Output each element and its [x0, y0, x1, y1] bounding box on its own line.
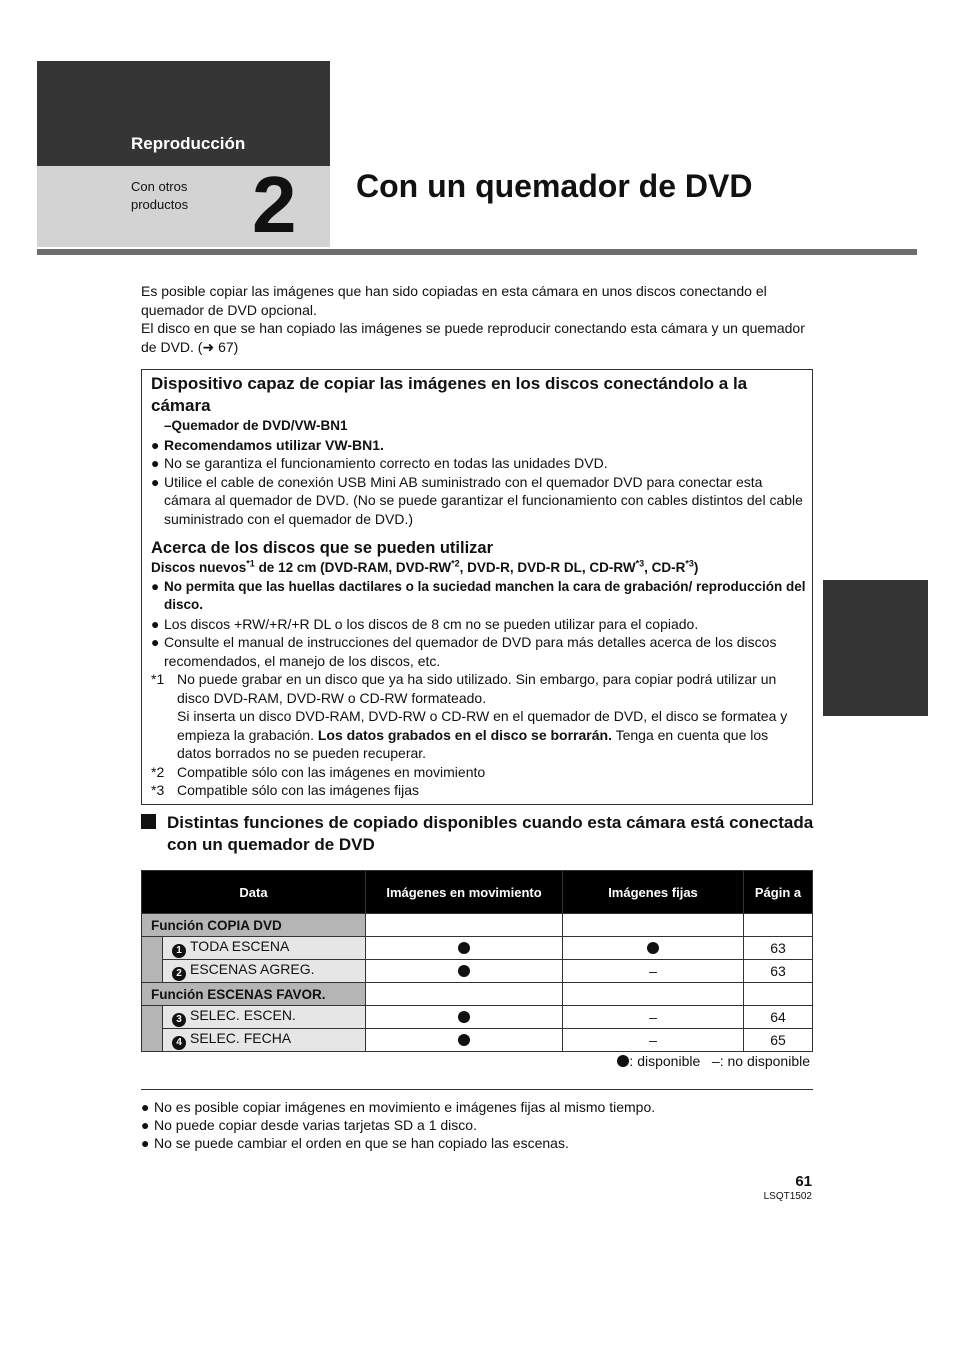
table-row	[142, 1029, 813, 1052]
group-label: Función COPIA DVD	[142, 914, 366, 937]
intro-paragraph-1: Es posible copiar las imágenes que han sido copiadas en esta cámara en unos discos conectando el quemador de DVD opcional.	[141, 283, 767, 318]
footnote-2: *2 Compatible sólo con las imágenes en movimiento	[151, 763, 486, 780]
chapter-number: 2	[252, 160, 297, 249]
page-cell: 63	[744, 937, 813, 960]
note-item: ● No se puede cambiar el orden en que se han copiado las escenas.	[141, 1135, 569, 1151]
bullet-item: ● No se garantiza el funcionamiento correcto en todas las unidades DVD.	[151, 455, 608, 471]
number-2-icon: 2	[172, 967, 186, 981]
section-heading: Distintas funciones de copiado disponibles cuando esta cámara está conectada con un quemador de DVD	[141, 812, 821, 856]
square-bullet-icon	[141, 814, 156, 829]
footnote-1: *1 No puede grabar en un disco que ya ha sido utilizado. Sin embargo, para copiar podrá utilizar un disco DVD-RAM, DVD-RW o CD-RW formateado. Si inserta un disco DVD-RAM, DVD-RW o CD-RW en el quemador de DVD, el disco se formatea y empieza la grabación. Los datos grabados en el disco se borrarán. Tenga en cuenta que los datos borrados no se pueden recuperar.	[151, 671, 788, 761]
functions-table	[141, 870, 813, 1052]
available-dot-icon	[647, 942, 659, 954]
header-rule	[37, 249, 917, 255]
page-cell: 65	[744, 1029, 813, 1052]
bullet-item: ● Recomendamos utilizar VW-BN1.	[151, 436, 384, 453]
table-row	[142, 937, 813, 960]
unavailable-cell: –	[563, 1006, 744, 1029]
bullet-item: ● Utilice el cable de conexión USB Mini AB suministrado con el quemador DVD para conectar esta cámara al quemador de DVD. (No se puede garantizar el funcionamiento con cables distintos del cable suministrado con el quemador de DVD.)	[151, 473, 803, 527]
page-title: Con un quemador de DVD	[356, 168, 753, 204]
bullet-item: ● No permita que las huellas dactilares o la suciedad manchen la cara de grabación/ reproducción del disco.	[151, 578, 806, 612]
available-dot-icon	[458, 1034, 470, 1046]
note-item: ● No puede copiar desde varias tarjetas SD a 1 disco.	[141, 1117, 477, 1133]
page-cell: 63	[744, 960, 813, 983]
row-label: 1 TODA ESCENA	[163, 937, 366, 960]
divider	[141, 1089, 813, 1090]
bullet-item: ● Los discos +RW/+R/+R DL o los discos de 8 cm no se pueden utilizar para el copiado.	[151, 615, 699, 632]
intro-text	[141, 282, 821, 356]
group-label: Función ESCENAS FAVOR.	[142, 983, 366, 1006]
footer-notes	[141, 1098, 821, 1152]
unavailable-cell: –	[563, 1029, 744, 1052]
number-3-icon: 3	[172, 1013, 186, 1027]
row-label: 4 SELEC. FECHA	[163, 1029, 366, 1052]
row-label: 3 SELEC. ESCEN.	[163, 1006, 366, 1029]
available-dot-icon	[458, 1011, 470, 1023]
table-row	[142, 1006, 813, 1029]
document-code: LSQT1502	[763, 1191, 812, 1202]
table-header: Data	[142, 871, 366, 914]
available-dot-icon	[458, 942, 470, 954]
table-header: Imágenes fijas	[563, 871, 744, 914]
page-number: 61	[795, 1173, 812, 1190]
bullet-item: ● Consulte el manual de instrucciones del quemador de DVD para más detalles acerca de los discos recomendados, el manejo de los discos, etc.	[151, 634, 777, 669]
side-tab	[823, 580, 928, 716]
available-dot-icon	[617, 1055, 629, 1067]
unavailable-cell: –	[563, 960, 744, 983]
device-model: –Quemador de DVD/VW-BN1	[164, 418, 348, 433]
section-label: Reproducción	[131, 134, 246, 153]
table-row	[142, 960, 813, 983]
table-header: Imágenes en movimiento	[366, 871, 563, 914]
table-group-row	[142, 983, 813, 1006]
table-header-row	[142, 871, 813, 914]
discs-line: Discos nuevos$^{*1}$ de 12 cm (DVD-RAM, DVD-RW$^{*2}$, DVD-R, DVD-R DL, CD-RW$^{*3}$, $CD-R^{*3}$)	[151, 558, 699, 575]
note-item: ● No es posible copiar imágenes en movimiento e imágenes fijas al mismo tiempo.	[141, 1099, 656, 1115]
number-1-icon: 1	[172, 944, 186, 958]
discs-heading: Acerca de los discos que se pueden utilizar	[151, 539, 494, 557]
info-box	[141, 369, 813, 805]
footnote-3: *3 Compatible sólo con las imágenes fijas	[151, 782, 420, 798]
page-cell: 64	[744, 1006, 813, 1029]
available-dot-icon	[458, 965, 470, 977]
table-header: Págin a	[744, 871, 813, 914]
table-legend: : disponible –: no disponible	[590, 1053, 810, 1069]
device-heading: Dispositivo capaz de copiar las imágenes en los discos conectándolo a la cámara	[151, 374, 748, 415]
number-4-icon: 4	[172, 1036, 186, 1050]
row-label: 2 ESCENAS AGREG.	[163, 960, 366, 983]
subsection-label: Con otros productos	[131, 179, 189, 212]
intro-paragraph-2: El disco en que se han copiado las imágenes se puede reproducir conectando esta cámara y un quemador de DVD. (➜ 67)	[141, 320, 805, 355]
table-group-row	[142, 914, 813, 937]
